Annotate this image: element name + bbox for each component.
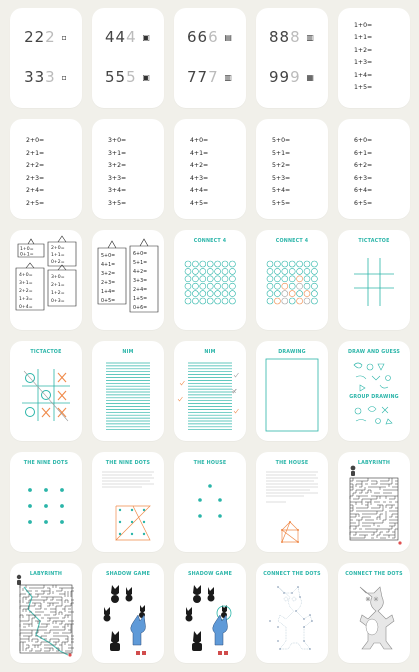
dot [44,520,48,524]
tag-text: 2+0= [51,246,65,251]
svg-text:5+0=: 5+0= [101,254,116,259]
dot [60,488,64,492]
card-title: TICTACTOE [358,239,390,244]
svg-text:2+3=: 2+3= [101,281,116,286]
equation-list: 5+0= 5+1= 5+2= 5+3= 5+4= 5+5= [272,137,291,207]
connect4-slot [297,298,303,304]
connect4-slot [192,291,198,297]
card-title: CONNECT THE DOTS [263,572,321,577]
connect4-slot [215,283,221,289]
check-mark [178,397,183,401]
connect4-slot [282,291,288,297]
card-title: THE HOUSE [193,461,227,466]
connect4-slot [200,298,206,304]
card-draw-and-guess[interactable] [338,341,410,441]
drawing-frame [256,341,328,441]
card-title: NIM [204,350,216,355]
connect4-slot [274,283,280,289]
dot [28,504,32,508]
connect4-slot [267,268,273,274]
connect4-slot [200,291,206,297]
connect4-slot [192,261,198,267]
connect4-slot [304,298,310,304]
svg-text:0+6=: 0+6= [133,306,148,311]
connect4-slot [222,276,228,282]
tag-text: 0+2= [51,260,65,265]
svg-text:4+2=: 4+2= [133,270,148,275]
digit-row: 999 ▦ [269,68,315,86]
connect4-slot [311,298,317,304]
connect4-slot [229,276,235,282]
maze-solved [10,563,82,663]
card-hanging-tags-1[interactable] [10,230,82,330]
dice-icon: ▣ [142,73,151,82]
svg-text:3+3=: 3+3= [133,279,148,284]
connect4-slot [297,291,303,297]
hanging-tags-illustration [10,230,82,330]
card-tictactoe-played[interactable] [10,341,82,441]
connect4-slot [215,291,221,297]
tag-text: 3+0= [51,275,65,280]
doodle-sketches [338,341,410,441]
tag-text: 1+2= [51,291,65,296]
connect4-grid-played [256,230,328,330]
connect4-slot [297,261,303,267]
digit-row: 222 ▫ [24,28,68,46]
connect4-slot [229,298,235,304]
card-title: TICTACTOE [30,350,62,355]
connect4-slot [304,268,310,274]
connect4-slot [222,261,228,267]
dot [28,520,32,524]
card-equations-3[interactable] [92,119,164,219]
nim-lines-played [174,341,246,441]
connect4-slot [311,291,317,297]
connect4-slot [200,268,206,274]
connect4-slot [207,268,213,274]
connect4-slot [282,268,288,274]
card-title: LABYRINTH [357,461,391,466]
card-title: DRAW AND GUESS [347,350,401,355]
dot [131,521,133,523]
connect4-slot [192,276,198,282]
digit-row: 888 ▥ [269,28,315,46]
card-title: CONNECT 4 [193,239,227,244]
card-digit-8-9[interactable] [256,8,328,108]
dot [44,488,48,492]
tag-text: 2+2= [19,289,33,294]
connect4-slot [222,268,228,274]
connect4-slot [200,261,206,267]
card-connect-4-played[interactable] [256,230,328,330]
check-mark [234,373,239,377]
card-equations-5[interactable] [256,119,328,219]
connect4-slot [311,268,317,274]
connect4-slot [207,298,213,304]
card-connect-dots-2[interactable] [338,563,410,663]
dice-icon: ▣ [142,33,151,42]
card-title: THE HOUSE [275,461,309,466]
connect4-slot [304,261,310,267]
maze [338,452,410,552]
equation-list: 3+0= 3+1= 3+2= 3+3= 3+4= 3+5= [108,137,127,207]
connect4-slot [267,283,273,289]
connect4-slot [274,261,280,267]
card-nim-blank[interactable] [92,341,164,441]
goal-icon [398,541,401,544]
equation-list: 4+0= 4+1= 4+2= 4+3= 4+4= 4+5= [190,137,209,207]
connect4-slot [282,283,288,289]
connect4-slot [267,276,273,282]
nim-lines [92,341,164,441]
connect4-slot [289,276,295,282]
connect4-slot [297,283,303,289]
connect4-slot [229,268,235,274]
digit-row: 777 ▥ [187,68,233,86]
connect4-slot [229,291,235,297]
connect4-slot [192,298,198,304]
worksheet-grid [10,8,410,668]
connect4-slot [207,291,213,297]
digit-row: 333 ▫ [24,68,68,86]
connect4-slot [304,283,310,289]
dice-icon: ▥ [306,33,315,42]
dot [143,521,145,523]
connect4-slot [229,283,235,289]
nine-dots-solution [92,452,164,552]
card-title: NIM [122,350,134,355]
card-labyrinth-blank[interactable] [338,452,410,552]
tag-text: 1+3= [19,297,33,302]
equation-list: 2+0= 2+1= 2+2= 2+3= 2+4= 2+5= [26,137,45,207]
connect4-slot [297,268,303,274]
svg-text:3+2=: 3+2= [101,272,116,277]
shadow-silhouettes-answer [174,563,246,663]
card-equations-4[interactable] [174,119,246,219]
tag-text: 2+1= [51,283,65,288]
house-solution [256,452,328,552]
card-title: SHADOW GAME [187,572,233,577]
card-title: SHADOW GAME [105,572,151,577]
connect4-slot [207,283,213,289]
dice-icon: ▫ [61,73,68,82]
svg-text:5+1=: 5+1= [133,261,148,266]
dot [44,504,48,508]
connect4-slot [215,298,221,304]
tictactoe-board [338,230,410,330]
card-equations-1[interactable] [338,8,410,108]
tag-text: 0+1= [20,252,34,258]
dot [143,533,145,535]
connect4-slot [185,298,191,304]
connect4-slot [215,268,221,274]
nine-dots-grid [10,452,82,552]
connect4-slot [192,268,198,274]
connect-dots-figure [256,563,328,663]
connect4-slot [200,276,206,282]
card-title: CONNECT 4 [275,239,309,244]
card-subtitle: GROUP DRAWING [349,395,399,400]
card-title: LABYRINTH [29,572,63,577]
dot [119,509,121,511]
connect4-slot [185,276,191,282]
card-house-blank[interactable] [174,452,246,552]
connect4-slot [304,276,310,282]
connect4-slot [282,261,288,267]
digit-row: 444 ▣ [105,28,151,46]
connect4-slot [215,276,221,282]
card-connect-dots-1[interactable] [256,563,328,663]
card-drawing[interactable] [256,341,328,441]
hanging-tags-illustration [92,230,164,330]
equation-list: 1+0= 1+1= 1+2= 1+3= 1+4= 1+5= [354,22,373,92]
dice-icon: ▦ [306,73,315,82]
connect4-slot [207,261,213,267]
dot [131,509,133,511]
connect4-slot [304,291,310,297]
card-labyrinth-solved[interactable] [10,563,82,663]
connect4-slot [311,261,317,267]
dot [60,520,64,524]
card-digit-4-5[interactable] [92,8,164,108]
connect4-slot [222,298,228,304]
card-title: THE NINE DOTS [23,461,69,466]
connect4-slot [229,261,235,267]
digit-row: 666 ▤ [187,28,233,46]
connect4-slot [297,276,303,282]
connect4-slot [222,283,228,289]
connect4-slot [274,291,280,297]
tag-text: 1+0= [20,247,34,252]
equation-list: 6+0= 6+1= 6+2= 6+3= 6+4= 6+5= [354,137,373,207]
dot [28,488,32,492]
tictactoe-board-played [10,341,82,441]
card-equations-6[interactable] [338,119,410,219]
connect4-slot [311,276,317,282]
card-nim-played[interactable] [174,341,246,441]
card-house-solution[interactable] [256,452,328,552]
card-title: THE NINE DOTS [105,461,151,466]
check-mark [180,381,185,385]
tag-text: 4+0= [19,273,33,278]
check-mark [234,409,239,413]
dice-icon: ▥ [224,73,233,82]
svg-text:2+4=: 2+4= [133,288,148,293]
digit-row: 555 ▣ [105,68,151,86]
card-tictactoe-blank[interactable] [338,230,410,330]
card-shadow-game-2[interactable] [174,563,246,663]
connect4-slot [274,268,280,274]
connect4-slot [267,261,273,267]
svg-text:1+4=: 1+4= [101,290,116,295]
connect-dots-figure-solved [338,563,410,663]
connect4-slot [185,268,191,274]
connect4-slot [215,261,221,267]
connect4-slot [200,283,206,289]
connect4-slot [222,291,228,297]
card-nine-dots-blank[interactable] [10,452,82,552]
connect4-slot [282,298,288,304]
connect4-slot [289,291,295,297]
dot [143,509,145,511]
connect4-slot [289,268,295,274]
card-digit-6-7[interactable] [174,8,246,108]
connect4-slot [289,283,295,289]
connect4-slot [289,261,295,267]
tag-text: 0+4= [19,305,33,310]
card-title: CONNECT THE DOTS [345,572,403,577]
card-digit-2-3[interactable] [10,8,82,108]
card-hanging-tags-2[interactable] [92,230,164,330]
tag-text: 0+3= [51,299,65,304]
card-equations-2[interactable] [10,119,82,219]
goal-icon [68,653,71,656]
dot [60,504,64,508]
svg-text:6+0=: 6+0= [133,252,148,257]
connect4-slot [185,291,191,297]
card-connect-4-blank[interactable] [174,230,246,330]
svg-text:4+1=: 4+1= [101,263,116,268]
connect4-slot [274,276,280,282]
connect4-slot [289,298,295,304]
connect4-slot [311,283,317,289]
card-shadow-game-1[interactable] [92,563,164,663]
svg-text:0+5=: 0+5= [101,299,116,304]
dot [119,521,121,523]
connect4-slot [282,276,288,282]
dot [119,533,121,535]
dice-icon: ▫ [61,33,68,42]
dot [131,533,133,535]
svg-text:1+5=: 1+5= [133,297,148,302]
card-title: DRAWING [278,350,306,355]
connect4-grid [174,230,246,330]
connect4-slot [192,283,198,289]
connect4-slot [267,298,273,304]
shadow-silhouettes [92,563,164,663]
connect4-slot [274,298,280,304]
connect4-slot [185,283,191,289]
tag-text: 1+1= [51,253,65,258]
connect4-slot [267,291,273,297]
tag-text: 3+1= [19,281,33,286]
connect4-slot [185,261,191,267]
connect4-slot [207,276,213,282]
dice-icon: ▤ [224,33,233,42]
maze-walls [350,478,398,538]
house-dots [174,452,246,552]
card-nine-dots-solution[interactable] [92,452,164,552]
